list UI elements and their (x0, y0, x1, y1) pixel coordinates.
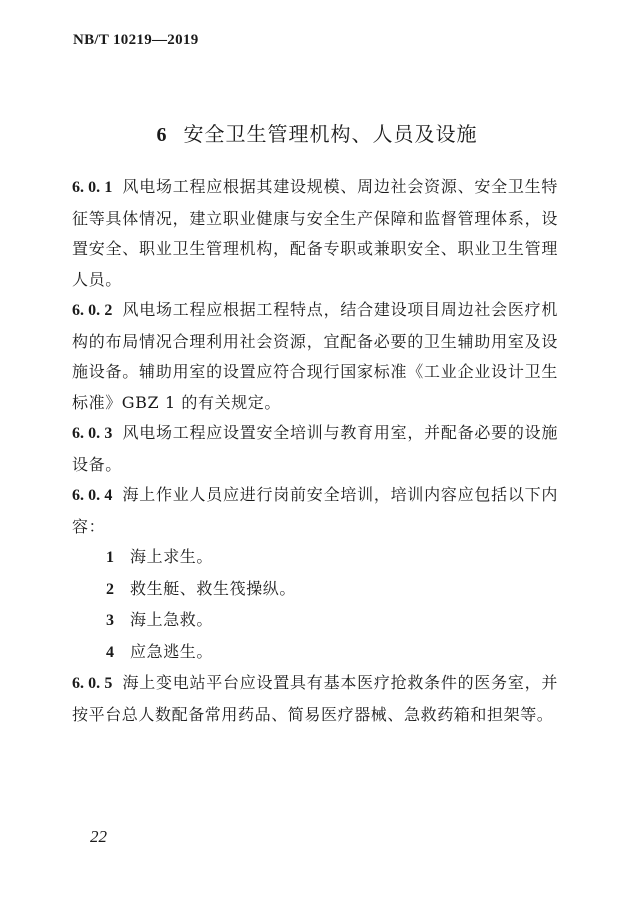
list-item (72, 637, 558, 669)
item-number: 2 (106, 580, 114, 598)
standard-code: NB/T 10219—2019 (73, 32, 199, 48)
item-text: 救生艇、救生筏操纵。 (130, 578, 297, 598)
item-text: 海上求生。 (130, 547, 214, 566)
chapter-title: 安全卫生管理机构、人员及设施 (183, 122, 478, 146)
clause-text: 风电场工程应设置安全培训与教育用室，并配备必要的设施设备。 (72, 423, 559, 474)
document-body (72, 172, 558, 730)
list-item (72, 542, 558, 574)
page-number: 22 (90, 827, 107, 846)
clause-number: 6. 0. 3 (72, 425, 113, 442)
clause-number: 6. 0. 5 (72, 675, 113, 692)
item-text: 海上急救。 (130, 610, 214, 629)
item-number: 3 (106, 612, 114, 629)
clause-number: 6. 0. 4 (72, 487, 113, 504)
clause-text: 风电场工程应根据工程特点，结合建设项目周边社会医疗机构的布局情况合理利用社会资源，宜配备必要的卫生辅助用室及设施设备。辅助用室的设置应符合现行国家标准《工业企业设计卫生标准》GBZ 1 的有关规定。 (72, 300, 559, 412)
clause-number: 6. 0. 1 (72, 179, 113, 196)
item-number: 1 (106, 549, 114, 566)
item-text: 应急逃生。 (130, 641, 214, 661)
clause-6-0-2 (72, 295, 558, 418)
clause-6-0-1 (72, 172, 558, 295)
clause-6-0-3 (72, 418, 558, 480)
list-item (72, 605, 558, 637)
chapter-heading (0, 118, 634, 147)
item-number: 4 (106, 643, 114, 661)
clause-text: 海上作业人员应进行岗前安全培训，培训内容应包括以下内容： (72, 485, 559, 536)
list-item (72, 574, 558, 606)
clause-6-0-4 (72, 480, 558, 542)
chapter-number: 6 (156, 124, 168, 146)
clause-text: 海上变电站平台应设置具有基本医疗抢救条件的医务室，并按平台总人数配备常用药品、简易医疗器械、急救药箱和担架等。 (72, 673, 559, 724)
clause-number: 6. 0. 2 (72, 302, 113, 319)
clause-6-0-5 (72, 668, 558, 730)
clause-text: 风电场工程应根据其建设规模、周边社会资源、安全卫生特征等具体情况，建立职业健康与安全生产保障和监督管理体系，设置安全、职业卫生管理机构，配备专职或兼职安全、职业卫生管理人员。 (72, 177, 559, 289)
